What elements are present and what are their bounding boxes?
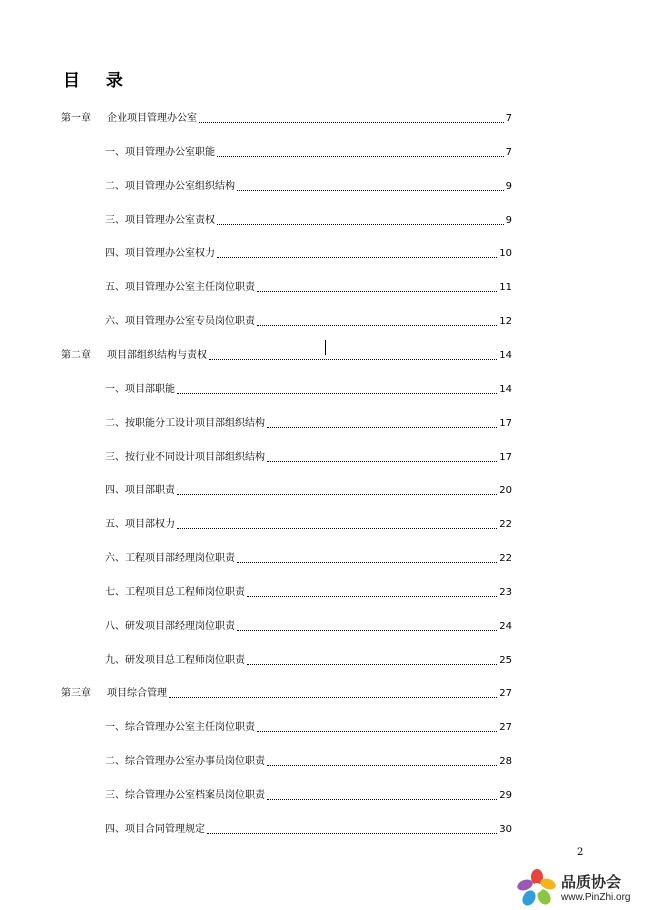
dot-leader — [267, 765, 497, 766]
toc-section-row[interactable] — [105, 784, 512, 802]
dot-leader — [257, 291, 497, 292]
toc-entry-page: 7 — [505, 113, 512, 124]
toc-entry-page: 17 — [499, 417, 512, 429]
toc-section-row[interactable] — [105, 446, 512, 464]
toc-entry-page: 11 — [499, 282, 512, 294]
dot-leader — [247, 664, 497, 665]
dot-leader — [217, 257, 497, 258]
dot-leader — [237, 562, 497, 563]
toc-entry-page: 30 — [499, 823, 512, 835]
watermark — [515, 868, 643, 908]
toc-entry-title: 企业项目管理办公室 — [107, 113, 197, 124]
watermark-name: 品质协会 — [561, 873, 622, 891]
dot-leader — [247, 596, 497, 597]
toc-section-row[interactable] — [105, 479, 512, 497]
toc-entry-title: 四、项目合同管理规定 — [105, 823, 205, 835]
toc-entry-title: 三、按行业不同设计项目部组织结构 — [105, 451, 265, 463]
toc-entry-page: 27 — [499, 688, 512, 700]
toc-section-row[interactable] — [105, 716, 512, 734]
toc-section-row[interactable] — [105, 581, 512, 599]
dot-leader — [267, 427, 497, 428]
toc-entry-title: 六、项目管理办公室专员岗位职责 — [105, 316, 255, 328]
toc-section-row[interactable] — [105, 276, 512, 294]
toc-entry-title: 八、研发项目部经理岗位职责 — [105, 620, 235, 632]
toc-entry-title: 二、综合管理办公室办事员岗位职责 — [105, 756, 265, 768]
watermark-url: www.PinZhi.org — [561, 892, 631, 903]
dot-leader — [207, 833, 497, 834]
toc-entry-title: 六、工程项目部经理岗位职责 — [105, 553, 235, 565]
toc-entry-title: 四、项目管理办公室权力 — [105, 248, 215, 260]
toc-entry-page: 28 — [499, 756, 512, 768]
chapter-number: 第三章 — [61, 688, 91, 700]
toc-section-row[interactable] — [105, 412, 512, 430]
toc-entry-title: 四、项目部职责 — [105, 485, 175, 497]
dot-leader — [237, 190, 504, 191]
toc-entry-page: 23 — [499, 586, 512, 598]
toc-entry-title: 项目部组织结构与责权 — [107, 349, 207, 361]
toc-entry-title: 一、项目管理办公室职能 — [105, 146, 215, 158]
toc-section-row[interactable] — [105, 310, 512, 328]
dot-leader — [169, 697, 497, 698]
toc-chapter-row[interactable] — [61, 682, 512, 700]
toc-chapter-row[interactable] — [61, 107, 512, 125]
toc-entry-page: 22 — [499, 553, 512, 565]
toc-entry-page: 22 — [499, 519, 512, 531]
toc-entry-title: 七、工程项目总工程师岗位职责 — [105, 586, 245, 598]
flower-logo-icon — [515, 868, 559, 908]
dot-leader — [217, 156, 504, 157]
page-number: 2 — [577, 847, 584, 858]
toc-entry-page: 29 — [499, 790, 512, 801]
toc-entry-title: 九、研发项目总工程师岗位职责 — [105, 654, 245, 666]
dot-leader — [257, 731, 497, 732]
toc-entry-title: 五、项目部权力 — [105, 519, 175, 531]
toc-section-row[interactable] — [105, 209, 512, 227]
dot-leader — [267, 461, 497, 462]
toc-entry-title: 三、综合管理办公室档案员岗位职责 — [105, 790, 265, 801]
text-cursor — [325, 340, 326, 355]
dot-leader — [217, 224, 504, 225]
toc-entry-page: 10 — [499, 248, 512, 260]
toc-title: 目 录 — [63, 71, 133, 91]
toc-entry-title: 二、项目管理办公室组织结构 — [105, 180, 235, 192]
toc-entry-page: 14 — [499, 383, 512, 395]
toc-entry-title: 项目综合管理 — [107, 688, 167, 700]
dot-leader — [199, 122, 504, 123]
toc-chapter-row[interactable] — [61, 344, 512, 362]
toc-entry-page: 25 — [499, 654, 512, 666]
toc-section-row[interactable] — [105, 615, 512, 633]
dot-leader — [209, 359, 497, 360]
toc-entry-page: 14 — [499, 349, 512, 361]
toc-entry-title: 三、项目管理办公室责权 — [105, 214, 215, 226]
toc-section-row[interactable] — [105, 750, 512, 768]
toc-entry-title: 五、项目管理办公室主任岗位职责 — [105, 282, 255, 294]
toc-entry-page: 24 — [499, 620, 512, 632]
toc-section-row[interactable] — [105, 242, 512, 260]
toc-section-row[interactable] — [105, 141, 512, 159]
toc-entry-title: 一、项目部职能 — [105, 383, 175, 395]
toc-section-row[interactable] — [105, 378, 512, 396]
chapter-number: 第二章 — [61, 349, 91, 361]
toc-section-row[interactable] — [105, 818, 512, 836]
toc-entry-page: 9 — [505, 214, 512, 226]
dot-leader — [177, 494, 497, 495]
toc-entry-title: 二、按职能分工设计项目部组织结构 — [105, 417, 265, 429]
toc-section-row[interactable] — [105, 547, 512, 565]
dot-leader — [257, 325, 497, 326]
toc-entry-title: 一、综合管理办公室主任岗位职责 — [105, 722, 255, 734]
toc-entry-page: 27 — [499, 722, 512, 734]
dot-leader — [237, 630, 497, 631]
toc-entry-page: 20 — [499, 485, 512, 497]
toc-entry-page: 12 — [499, 316, 512, 328]
toc-entry-page: 9 — [505, 180, 512, 192]
toc-section-row[interactable] — [105, 175, 512, 193]
dot-leader — [267, 799, 497, 800]
chapter-number: 第一章 — [61, 113, 91, 124]
toc-section-row[interactable] — [105, 513, 512, 531]
dot-leader — [177, 393, 497, 394]
toc-section-row[interactable] — [105, 649, 512, 667]
toc-entry-page: 7 — [505, 146, 512, 158]
toc-entry-page: 17 — [499, 451, 512, 463]
dot-leader — [177, 528, 497, 529]
